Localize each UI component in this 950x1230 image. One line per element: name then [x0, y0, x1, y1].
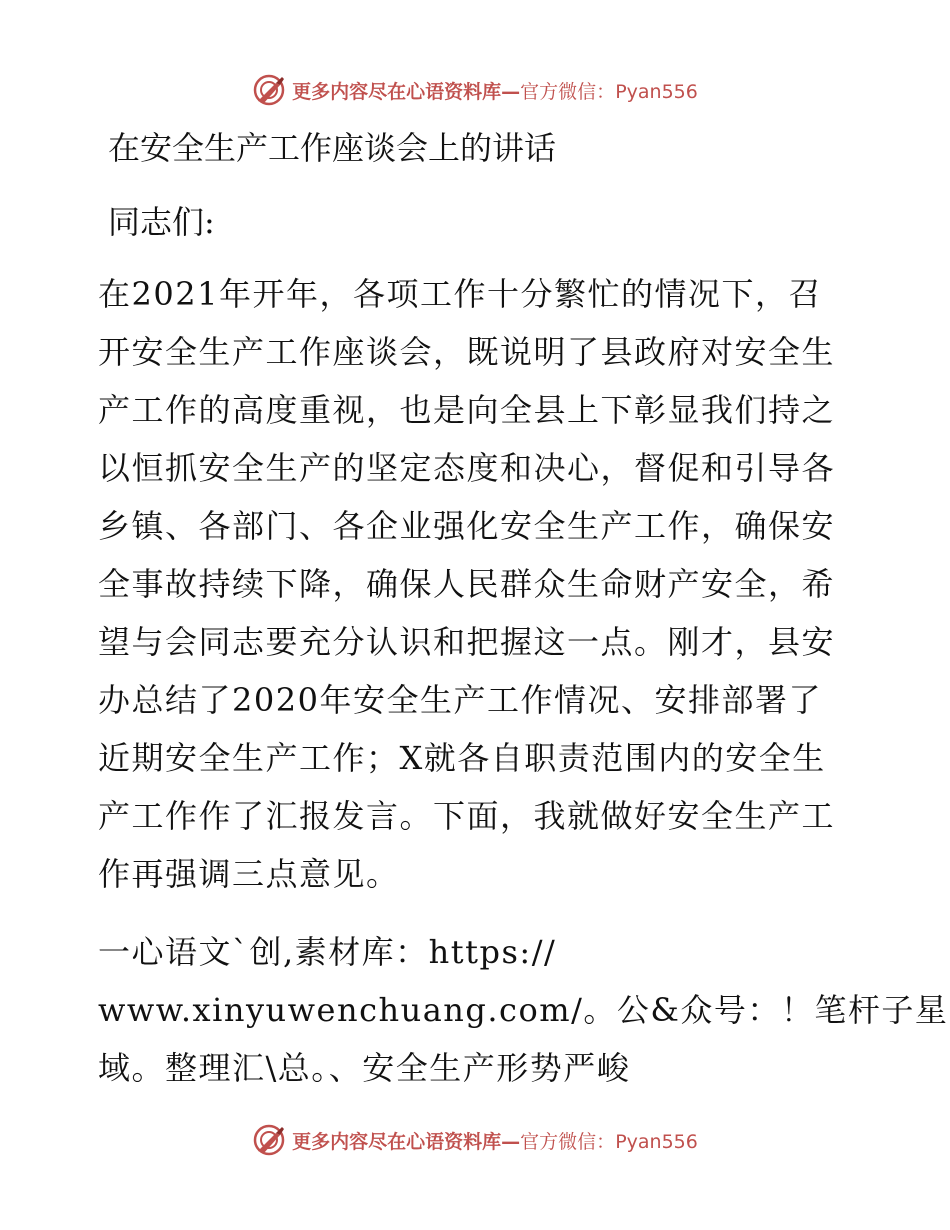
header-wechat-label: 官方微信： — [520, 80, 616, 103]
header-banner-text — [292, 77, 698, 104]
body-line: 近期安全生产工作；X就各自职责范围内的安全生 — [98, 739, 826, 777]
document-title: 在安全生产工作座谈会上的讲话 — [108, 129, 557, 167]
header-banner-separator: — — [501, 80, 521, 103]
pen-logo-icon — [252, 73, 286, 107]
body-line: 产工作作了汇报发言。下面，我就做好安全生产工 — [98, 797, 836, 835]
header-banner — [0, 70, 950, 110]
note-line: www.xinyuwenchuang.com/。公&众号：！笔杆子星 — [98, 991, 949, 1029]
body-line: 乡镇、各部门、各企业强化安全生产工作，确保安 — [98, 507, 836, 545]
note-line: 域。整理汇\总。、安全生产形势严峻 — [98, 1049, 631, 1087]
footer-banner — [0, 1120, 950, 1160]
footer-banner-slogan: 更多内容尽在心语资料库 — [292, 1130, 502, 1153]
pen-logo-icon — [252, 1123, 286, 1157]
body-line: 产工作的高度重视，也是向全县上下彰显我们持之 — [98, 391, 836, 429]
footer-wechat-id: Pyan556 — [615, 1130, 698, 1153]
header-banner-slogan: 更多内容尽在心语资料库 — [292, 80, 502, 103]
body-line: 在2021年开年，各项工作十分繁忙的情况下，召 — [98, 275, 822, 313]
body-line: 全事故持续下降，确保人民群众生命财产安全，希 — [98, 565, 836, 603]
body-line: 以恒抓安全生产的坚定态度和决心，督促和引导各 — [98, 449, 836, 487]
body-line: 办总结了2020年安全生产工作情况、安排部署了 — [98, 681, 822, 719]
footer-banner-separator: — — [501, 1130, 521, 1153]
body-line: 开安全生产工作座谈会，既说明了县政府对安全生 — [98, 333, 836, 371]
salutation: 同志们: — [108, 203, 215, 241]
note-line: 一心语文`创,素材库：https:// — [98, 933, 557, 971]
footer-banner-text — [292, 1127, 698, 1154]
body-line: 望与会同志要充分认识和把握这一点。刚才，县安 — [98, 623, 836, 661]
header-wechat-id: Pyan556 — [615, 80, 698, 103]
body-line: 作再强调三点意见。 — [98, 855, 400, 893]
footer-wechat-label: 官方微信： — [520, 1130, 616, 1153]
